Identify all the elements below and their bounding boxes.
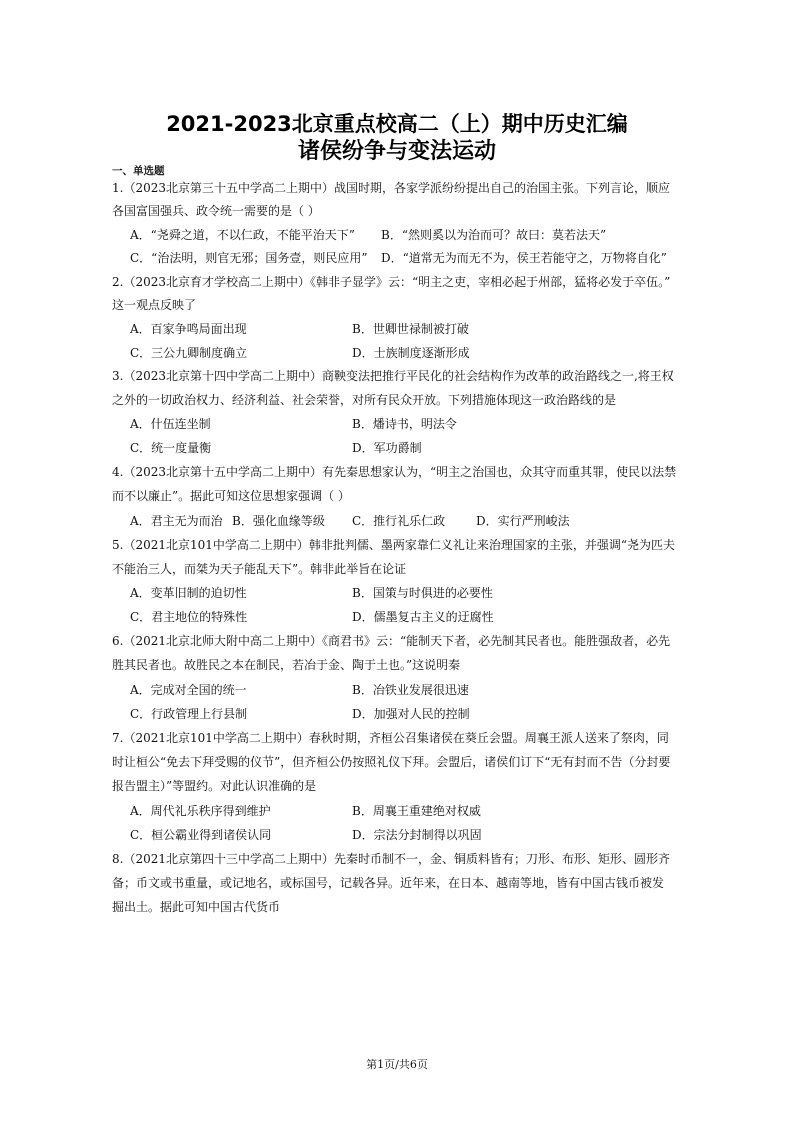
question-4-option-c: C．推行礼乐仁政 bbox=[352, 514, 446, 528]
page-number: 第1页/共6页 bbox=[366, 1058, 428, 1071]
question-4-option-a: A．君主无为而治 bbox=[130, 514, 223, 528]
question-8-line-2: 备；币文或书重量，或记地名，或标国号，记载各异。近年来，在日本、越南等地，皆有中国古钱币被发 bbox=[112, 876, 665, 890]
question-7-option-a: A．周代礼乐秩序得到维护 bbox=[130, 804, 271, 818]
question-2-line-2: 这一观点反映了 bbox=[112, 298, 197, 312]
question-7-option-d: D．宗法分封制得以巩固 bbox=[352, 828, 482, 842]
question-6-option-b: B．冶铁业发展很迅速 bbox=[352, 683, 469, 697]
question-7-line-1: 7.（2021北京101中学高二上期中）春秋时期，齐桓公召集诸侯在葵丘会盟。周襄王派人送来了祭肉，同 bbox=[112, 731, 669, 745]
question-6-option-c: C．行政管理上行县制 bbox=[130, 707, 248, 721]
question-3-line-1: 3.（2023北京第十四中学高二上期中）商鞅变法把推行平民化的社会结构作为改革的政治路线之一,将王权 bbox=[112, 369, 674, 383]
question-1-line-2: 各国富国强兵、政令统一需要的是（ ） bbox=[112, 204, 320, 218]
question-5-option-d: D．儒墨复古主义的迂腐性 bbox=[352, 610, 494, 624]
question-4-option-d: D．实行严刑峻法 bbox=[476, 514, 570, 528]
question-7-line-3: 报告盟主）”等盟约。对此认识准确的是 bbox=[112, 779, 317, 793]
question-8-line-1: 8.（2021北京第四十三中学高二上期中）先秦时币制不一，金、铜质料皆有；刀形、布形、矩形、圆形齐 bbox=[112, 852, 670, 866]
question-6-line-2: 胜其民者也。故胜民之本在制民，若冶于金、陶于土也。”这说明秦 bbox=[112, 658, 461, 672]
question-5-line-1: 5.（2021北京101中学高二上期中）韩非批判儒、墨两家靠仁义礼让来治理国家的主张，并强调“尧为匹夫 bbox=[112, 538, 676, 552]
question-4-line-2: 而不以廉止”。据此可知这位思想家强调（ ） bbox=[112, 489, 350, 503]
question-2-option-d: D．士族制度逐渐形成 bbox=[352, 346, 470, 360]
question-5-line-2: 不能治三人，而桀为天子能乱天下”。韩非此举旨在论证 bbox=[112, 562, 407, 576]
question-1-option-b: B．“然则奚以为治而可？故曰：莫若法天” bbox=[381, 228, 607, 242]
document-title: 2021-2023北京重点校高二（上）期中历史汇编 bbox=[166, 112, 628, 136]
question-5-option-a: A．变革旧制的迫切性 bbox=[130, 586, 247, 600]
question-3-option-b: B．燔诗书，明法令 bbox=[352, 417, 457, 431]
question-5-option-c: C．君主地位的特殊性 bbox=[130, 610, 248, 624]
question-2-line-1: 2.（2023北京育才学校高二上期中）《韩非子显学》云：“明主之吏，宰相必起于州部，猛将必发于卒伍。” bbox=[112, 275, 671, 289]
question-2-option-a: A．百家争鸣局面出现 bbox=[130, 322, 247, 336]
question-1-option-c: C．“治法明，则官无邪；国务壹，则民应用” bbox=[130, 251, 368, 265]
question-1-option-a: A．“尧舜之道，不以仁政，不能平治天下” bbox=[130, 228, 355, 242]
section-heading: 一、单选题 bbox=[112, 165, 165, 177]
question-2-option-c: C．三公九卿制度确立 bbox=[130, 346, 248, 360]
question-7-option-b: B．周襄王重建绝对权威 bbox=[352, 804, 481, 818]
question-6-option-a: A．完成对全国的统一 bbox=[130, 683, 247, 697]
question-4-line-1: 4.（2023北京第十五中学高二上期中）有先秦思想家认为，“明主之治国也，众其守而重其罪，使民以法禁 bbox=[112, 465, 677, 479]
question-5-option-b: B．国策与时俱进的必要性 bbox=[352, 586, 493, 600]
question-3-option-c: C．统一度量衡 bbox=[130, 441, 212, 455]
question-7-line-2: 时让桓公“免去下拜受赐的仪节”，但齐桓公仍按照礼仪下拜。会盟后，诸侯们订下“无有封而不告（分封要 bbox=[112, 755, 671, 769]
question-3-option-a: A．什伍连坐制 bbox=[130, 417, 211, 431]
question-3-option-d: D．军功爵制 bbox=[352, 441, 422, 455]
question-1-line-1: 1.（2023北京第三十五中学高二上期中）战国时期，各家学派纷纷提出自己的治国主张。下列言论，顺应 bbox=[112, 181, 670, 195]
question-6-line-1: 6.（2021北京北师大附中高二上期中）《商君书》云：“能制天下者，必先制其民者也。能胜强敌者，必先 bbox=[112, 634, 671, 648]
document-subtitle: 诸侯纷争与变法运动 bbox=[297, 139, 496, 164]
question-6-option-d: D．加强对人民的控制 bbox=[352, 707, 470, 721]
question-7-option-c: C．桓公霸业得到诸侯认同 bbox=[130, 828, 272, 842]
question-8-line-3: 掘出土。据此可知中国古代货币 bbox=[112, 900, 281, 914]
question-1-option-d: D．“道常无为而无不为，侯王若能守之，万物将自化” bbox=[381, 251, 667, 265]
question-4-option-b: B．强化血缘等级 bbox=[232, 514, 325, 528]
question-3-line-2: 之外的一切政治权力、经济利益、社会荣誉，对所有民众开放。下列措施体现这一政治路线的是 bbox=[112, 393, 617, 407]
question-2-option-b: B．世卿世禄制被打破 bbox=[352, 322, 469, 336]
